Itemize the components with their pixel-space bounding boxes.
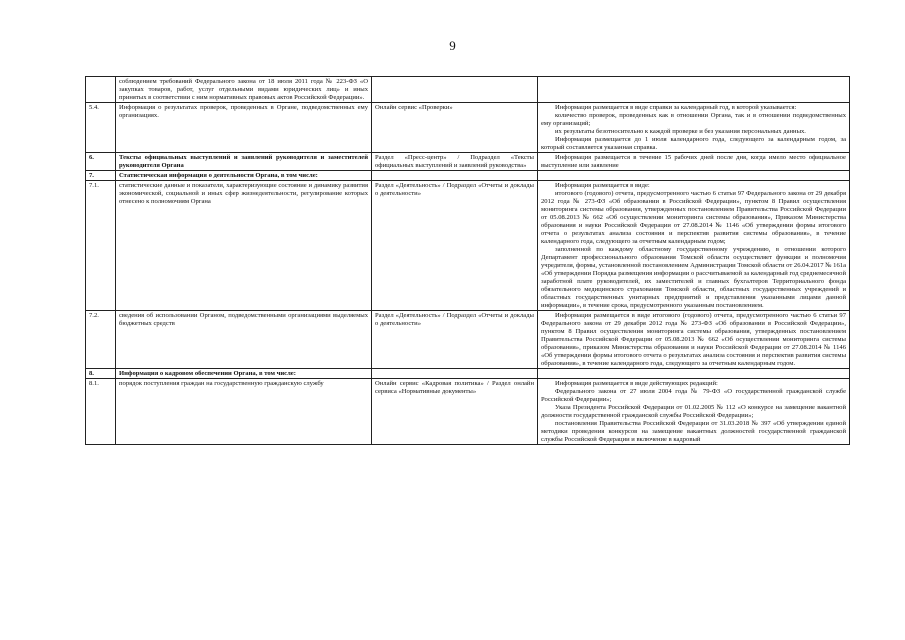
row-number	[86, 77, 116, 103]
row-number: 8.1.	[86, 379, 116, 445]
row-number: 7.2.	[86, 311, 116, 369]
row-number: 8.	[86, 369, 116, 379]
row-source-section	[372, 369, 538, 379]
row-number: 7.1.	[86, 181, 116, 311]
info-paragraph: Информация размещается в виде итогового (годового) отчета, предусмотренного частью 6 статьи 97 Федерального закона от 29 декабря 2012 года № 273-ФЗ «Об образовании в Российской Федерации», пунктом 8 Правил осуществления мониторинга системы образования, утвержденных постановлением Правительства Российской Федерации от 05.08.2013 № 662 «Об осуществлении мониторинга системы образования», приказом Министерства образования и науки Российской Федерации от 27.08.2014 № 1146 «Об утверждении формы итогового отчета о результатах анализа состояния и перспектив развития системы образования», в течение календарного года, следующего за отчетным календарным годом.	[541, 312, 846, 367]
table-row	[86, 77, 850, 103]
info-paragraph: заполненной по каждому областному государственному учреждению, в отношении которого Департамент профессионального образования Томской области осуществляет функции и полномочия учредителя, формы, установленной постановлением Администрации Томской области от 26.04.2017 № 161а «Об утверждении Порядка размещения информации о рассчитываемой за календарный год среднемесячной заработной плате руководителей, их заместителей и главных бухгалтеров Территориального фонда обязательного медицинского страхования Томской области, областных государственных учреждений и областных государственных унитарных предприятий и представления указанными лицами данной информации», в течение срока, предусмотренного указанным постановлением.	[541, 246, 846, 309]
info-paragraph: Информация размещается в виде действующих редакций:	[555, 380, 718, 387]
info-paragraph: Указа Президента Российской Федерации от 01.02.2005 № 112 «О конкурсе на замещение вакантной должности государственной гражданской службы Российской Федерации»;	[541, 404, 846, 419]
row-description: сведения об использовании Органом, подведомственными организациями выделяемых бюджетных средств	[116, 311, 372, 369]
row-placement-info	[538, 153, 850, 171]
info-paragraph: Федерального закона от 27 июля 2004 года № 79-ФЗ «О государственной гражданской службе Российской Федерации»;	[541, 388, 846, 403]
row-description: Статистическая информация о деятельности Органа, в том числе:	[116, 171, 372, 181]
row-description: порядок поступления граждан на государственную гражданскую службу	[116, 379, 372, 445]
row-placement-info	[538, 171, 850, 181]
row-number: 7.	[86, 171, 116, 181]
info-paragraph: Информация размещается в виде справки за календарный год, в которой указывается:	[555, 104, 797, 111]
row-placement-info	[538, 311, 850, 369]
table-row	[86, 379, 850, 445]
table-row	[86, 171, 850, 181]
row-number: 6.	[86, 153, 116, 171]
info-paragraph: итогового (годового) отчета, предусмотренного частью 6 статьи 97 Федерального закона от 29 декабря 2012 года № 273-ФЗ «Об образовании в Российской Федерации», пунктом 8 Правил осуществления мониторинга системы образования, утвержденных постановлением Правительства Российской Федерации от 05.08.2013 № 662 «Об осуществлении мониторинга системы образования», Приказом Министерства образования и науки Российской Федерации от 27.08.2014 № 1146 «Об утверждении формы итогового отчета о результатах анализа состояния и перспектив развития системы образования», в течение календарного года, следующего за отчетным календарным годом;	[541, 190, 846, 245]
row-description: Информация о кадровом обеспечении Органа, в том числе:	[116, 369, 372, 379]
row-number: 5.4.	[86, 103, 116, 153]
row-description: Информация о результатах проверок, проведенных в Органе, подведомственных ему организациях.	[116, 103, 372, 153]
row-source-section: Онлайн сервис «Проверки»	[372, 103, 538, 153]
row-source-section: Раздел «Деятельность» / Подраздел «Отчеты и доклады о деятельности»	[372, 311, 538, 369]
row-placement-info	[538, 103, 850, 153]
row-source-section: Онлайн сервис «Кадровая политика» / Раздел онлайн сервиса «Нормативные документы»	[372, 379, 538, 445]
row-source-section: Раздел «Деятельность» / Подраздел «Отчеты и доклады о деятельности»	[372, 181, 538, 311]
info-table	[85, 76, 850, 445]
info-paragraph: Информация размещается в течение 15 рабочих дней после дня, когда имело место официальное выступление или заявление	[541, 154, 846, 169]
info-paragraph: их результаты безотносительно к каждой проверке и без указания персональных данных.	[555, 128, 806, 135]
table-row	[86, 153, 850, 171]
info-paragraph: Информация размещается до 1 июля календарного года, следующего за календарным годом, за который составляется указанная справка.	[541, 136, 846, 151]
row-description: соблюдением требований Федерального закона от 18 июля 2011 года № 223-ФЗ «О закупках товаров, работ, услуг отдельными видами юридических лиц» и иных принятых в соответствии с ним нормативных правовых актов Российской Федерации».	[116, 77, 372, 103]
row-source-section	[372, 171, 538, 181]
row-description: статистические данные и показатели, характеризующие состояние и динамику развития экономической, социальной и иных сфер жизнедеятельности, регулирование которых отнесено к полномочиям Органа	[116, 181, 372, 311]
table-row	[86, 103, 850, 153]
row-placement-info	[538, 181, 850, 311]
row-source-section: Раздел «Пресс-центр» / Подраздел «Тексты официальных выступлений и заявлений руководства»	[372, 153, 538, 171]
table-row	[86, 181, 850, 311]
table-row	[86, 311, 850, 369]
info-paragraph: постановления Правительства Российской Федерации от 31.03.2018 № 397 «Об утверждении единой методики проведения конкурсов на замещение вакантных должностей государственной гражданской службы Российской Федерации и включение в кадровый	[541, 420, 846, 443]
row-placement-info	[538, 369, 850, 379]
info-paragraph: Информация размещается в виде:	[555, 182, 650, 189]
row-source-section	[372, 77, 538, 103]
table-row	[86, 369, 850, 379]
info-paragraph: количество проверок, проведенных как в отношении Органа, так и в отношении подведомственных ему организаций;	[541, 112, 846, 127]
row-placement-info	[538, 379, 850, 445]
row-placement-info	[538, 77, 850, 103]
row-description: Тексты официальных выступлений и заявлений руководителя и заместителей руководителя Органа	[116, 153, 372, 171]
page-number: 9	[449, 38, 456, 53]
